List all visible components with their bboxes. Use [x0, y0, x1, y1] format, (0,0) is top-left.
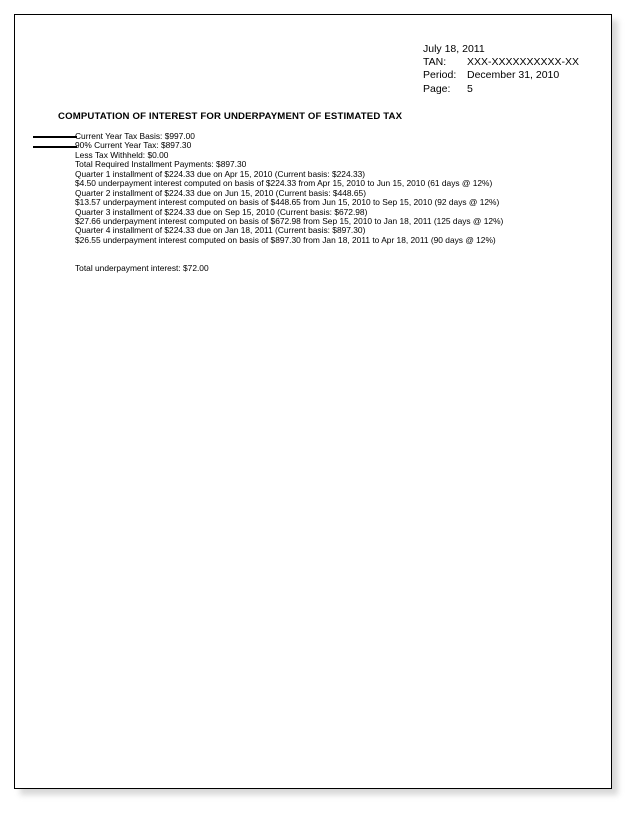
total-underpayment-interest-line: Total underpayment interest: $72.00 — [75, 263, 209, 274]
page-title: COMPUTATION OF INTEREST FOR UNDERPAYMENT OF ESTIMATED TAX — [58, 111, 403, 122]
header-period-label: Period: — [423, 69, 457, 82]
detail-line: Quarter 4 installment of $224.33 due on Jan 18, 2011 (Current basis: $897.30) — [75, 225, 366, 236]
document-header — [423, 43, 579, 96]
detail-line: $13.57 underpayment interest computed on basis of $448.65 from Jun 15, 2010 to Sep 15, 2010 (92 days @ 12%) — [75, 197, 500, 208]
header-page-label: Page: — [423, 82, 451, 95]
detail-line: $26.55 underpayment interest computed on basis of $897.30 from Jan 18, 2011 to Apr 18, 2011 (90 days @ 12%) — [75, 234, 496, 245]
header-page-number: 5 — [467, 82, 473, 95]
document-page — [14, 14, 612, 789]
summary-line: Current Year Tax Basis: $997.00 — [75, 131, 195, 141]
header-date: July 18, 2011 — [423, 43, 485, 55]
detail-line: $27.66 underpayment interest computed on basis of $672.98 from Sep 15, 2010 to Jan 18, 2011 (125 days @ 12%) — [75, 215, 504, 226]
detail-line: $4.50 underpayment interest computed on basis of $224.33 from Apr 15, 2010 to Jun 15, 2010 (61 days @ 12%) — [75, 178, 493, 189]
header-period-value: December 31, 2010 — [467, 69, 560, 82]
summary-line: Total Required Installment Payments: $897.30 — [75, 159, 247, 170]
header-page-row — [423, 83, 579, 96]
header-period-row — [423, 69, 579, 82]
detail-line: Quarter 2 installment of $224.33 due on Jun 15, 2010 (Current basis: $448.65) — [75, 187, 366, 198]
header-tan-row — [423, 56, 579, 69]
detail-line: Quarter 1 installment of $224.33 due on Apr 15, 2010 (Current basis: $224.33) — [75, 168, 366, 179]
summary-line: Less Tax Withheld: $0.00 — [75, 149, 169, 160]
header-tan-value: XXX-XXXXXXXXXX-XX — [467, 56, 580, 69]
margin-rule-upper — [33, 136, 77, 138]
computation-body — [75, 132, 503, 274]
detail-line: Quarter 3 installment of $224.33 due on Sep 15, 2010 (Current basis: $672.98) — [75, 206, 368, 217]
margin-rule-lower — [33, 146, 77, 148]
header-tan-label: TAN: — [423, 56, 447, 69]
summary-line: 90% Current Year Tax: $897.30 — [75, 140, 192, 151]
